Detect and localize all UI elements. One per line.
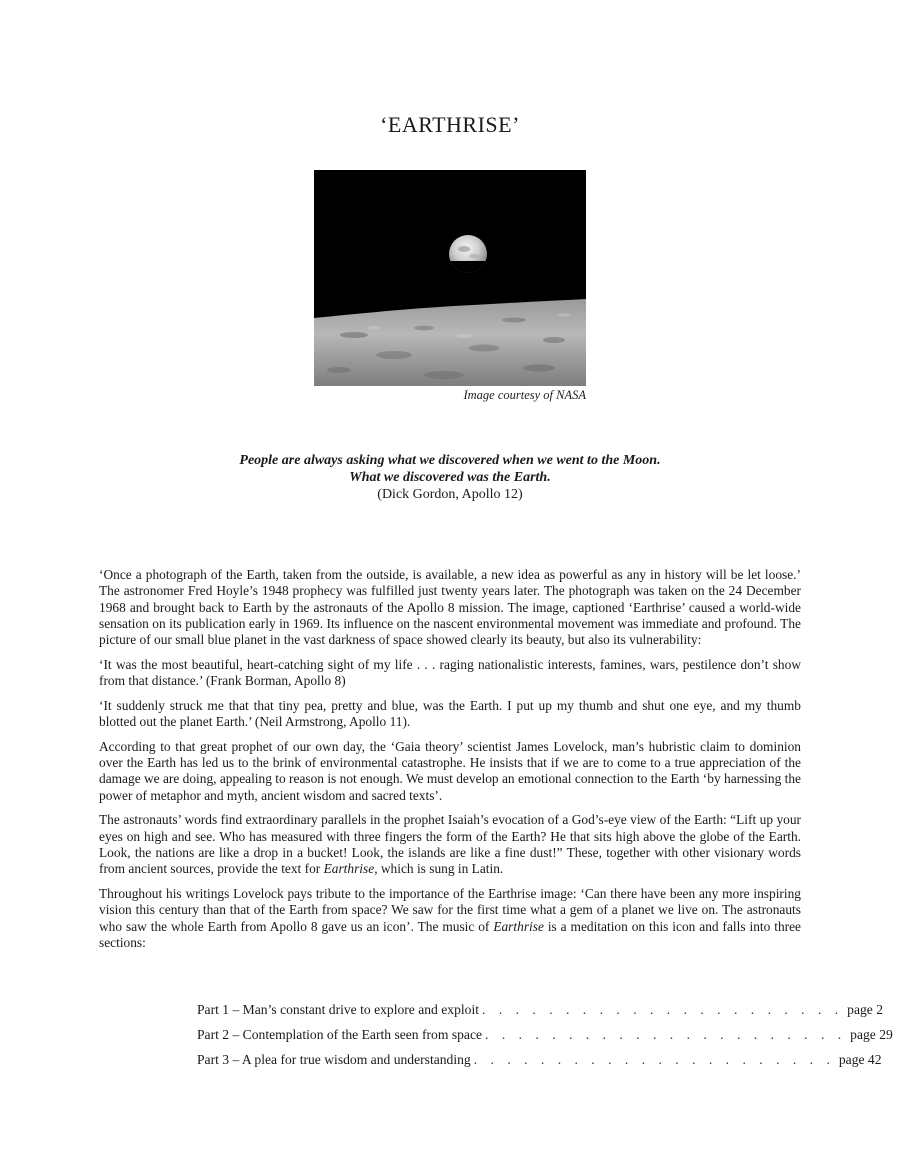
toc-row-part-1 xyxy=(197,1002,884,1027)
paragraph-6-text-b: is a meditation on this icon and falls into three sections: xyxy=(99,918,801,950)
paragraph-6 xyxy=(99,886,801,951)
toc-page-number: page 29 xyxy=(850,1027,893,1042)
toc-leader-dots: . . . . . . . . . . . . . . . . . . . . . . xyxy=(473,1052,835,1067)
epigraph-attribution: (Dick Gordon, Apollo 12) xyxy=(377,487,523,502)
paragraph-3: ‘It suddenly struck me that that tiny pea, pretty and blue, was the Earth. I put up my thumb and shut one eye, and my thumb blotted out the planet Earth.’ (Neil Armstrong, Apollo 11). xyxy=(99,697,801,730)
paragraph-5 xyxy=(99,812,801,877)
image-caption: Image courtesy of NASA xyxy=(463,388,586,402)
paragraph-1-text: ‘Once a photograph of the Earth, taken from the outside, is available, a new idea as powerful as any in history will be let loose.’ The astronomer Fred Hoyle’s 1948 prophecy was fulfilled just twenty years later. The photograph was taken on the 24 December 1968 and brought back to Earth by the astronauts of the Apollo 8 mission. The image, captioned ‘Earthrise’ caused a world-wide sensation on its publication early in 1969. Its influence on the nascent environmental movement was immediate and profound. The picture of our small blue planet in the vast darkness of space showed clearly its beauty, but also its vulnerability: xyxy=(99,567,801,648)
toc-label: Part 1 – Man’s constant drive to explore and exploit xyxy=(197,1002,480,1017)
paragraph-6-title: Earthrise xyxy=(493,918,544,934)
epigraph xyxy=(0,452,900,503)
page-title: ‘EARTHRISE’ xyxy=(380,112,520,137)
table-of-contents xyxy=(197,1002,893,1077)
epigraph-line-2: What we discovered was the Earth. xyxy=(349,470,551,485)
toc-label: Part 3 – A plea for true wisdom and understanding xyxy=(197,1052,471,1067)
toc-page-number: page 42 xyxy=(838,1052,882,1067)
body-text xyxy=(99,567,801,960)
toc-leader-dots: . . . . . . . . . . . . . . . . . . . . . . xyxy=(485,1027,847,1042)
toc-label: Part 2 – Contemplation of the Earth seen from space xyxy=(197,1027,483,1042)
paragraph-1 xyxy=(99,567,801,648)
paragraph-5-text-a: The astronauts’ words find extraordinary parallels in the prophet Isaiah’s evocation of a God’s-eye view of the Earth: “Lift up your eyes on high and see. Who has measured with three fingers the form of the Earth? He that sits high above the globe of the Earth. Look, the nations are like a drop in a bucket! Look, the islands are like a fine dust!” These, together with other visionary words from ancient sources, provide the text for xyxy=(99,812,801,877)
paragraph-5-text-b: , which is sung in Latin. xyxy=(374,861,504,877)
toc-row-part-2 xyxy=(197,1027,893,1052)
earthrise-photo xyxy=(314,170,586,386)
paragraph-6-text-a: Throughout his writings Lovelock pays tribute to the importance of the Earthrise image: ‘Can there have been any more inspiring vision this century than that of the Earth from space? We saw for the first time what a gem of a planet we live on. The astronauts who saw the whole Earth from Apollo 8 gave us an icon’. The music of xyxy=(99,886,801,934)
toc-row-part-3 xyxy=(197,1052,882,1077)
earthrise-illustration xyxy=(314,170,586,386)
paragraph-5-title: Earthrise xyxy=(323,861,375,877)
paragraph-2: ‘It was the most beautiful, heart-catching sight of my life . . . raging nationalistic interests, famines, wars, pestilence don’t show from that distance.’ (Frank Borman, Apollo 8) xyxy=(99,656,801,689)
toc-leader-dots: . . . . . . . . . . . . . . . . . . . . . . xyxy=(482,1002,844,1017)
epigraph-line-1: People are always asking what we discovered when we went to the Moon. xyxy=(239,453,661,468)
toc-page-number: page 2 xyxy=(847,1002,884,1017)
paragraph-4: According to that great prophet of our own day, the ‘Gaia theory’ scientist James Lovelock, man’s hubristic claim to dominion over the Earth has led us to the brink of environmental catastrophe. He insists that if we are to come to a true appreciation of the damage we are doing, appealing to reason is not enough. We must develop an emotional connection to the Earth ‘by harnessing the power of metaphor and myth, ancient wisdom and sacred texts’. xyxy=(99,738,801,803)
